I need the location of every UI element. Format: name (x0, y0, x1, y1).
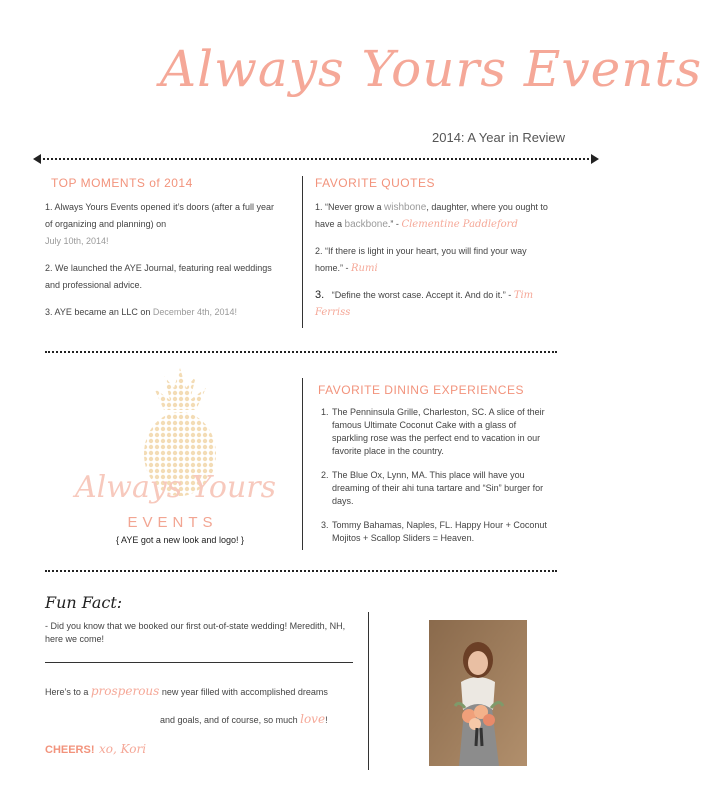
bride-photo-image (429, 620, 527, 766)
cheers-line (45, 740, 146, 758)
quote-1-part-b: , daughter, where you ought to have a (315, 202, 548, 229)
quote-3-number: 3. (315, 289, 325, 301)
fun-fact-title: Fun Fact: (45, 593, 123, 612)
column-divider-top (302, 176, 303, 328)
lower-divider (45, 570, 557, 572)
top-moments-heading: TOP MOMENTS of 2014 (51, 176, 193, 190)
quote-1-author: Clementine Paddleford (401, 219, 518, 230)
right-arrow-icon (591, 154, 599, 164)
left-arrow-icon (33, 154, 41, 164)
closing-line-2 (160, 712, 360, 726)
quote-2 (315, 243, 555, 277)
logo-events-text: EVENTS (127, 514, 218, 531)
quote-1-wishbone: wishbone (384, 202, 427, 213)
top-moment-3-date: December 4th, 2014! (152, 307, 237, 317)
signature: xo, Kori (98, 742, 147, 756)
logo-caption: { AYE got a new look and logo! } (116, 535, 244, 545)
page-subtitle: 2014: A Year in Review (432, 130, 565, 145)
cheers-text: CHEERS! (45, 744, 95, 756)
quote-2-text: 2. “If there is light in your heart, you will find your way home.” - (315, 246, 527, 273)
top-moment-1-text: 1. Always Yours Events opened it’s doors (after a full year of organizing and planning) on (45, 202, 274, 229)
closing-line-2-a: and goals, and of course, so much (160, 715, 298, 725)
fun-fact-text: - Did you know that we booked our first out-of-state wedding! Meredith, NH, here we come! (45, 621, 346, 644)
top-moment-2: 2. We launched the AYE Journal, featuring real weddings and professional advice. (45, 263, 272, 290)
dining-list (318, 406, 551, 556)
bride-photo (429, 620, 527, 766)
column-divider-bottom (368, 612, 369, 770)
dining-heading: FAVORITE DINING EXPERIENCES (318, 383, 524, 397)
dining-item-3: 3. Tommy Bahamas, Naples, FL. Happy Hour + Coconut Mojitos + Scallop Sliders = Heaven. (331, 519, 551, 545)
quote-3 (315, 287, 555, 321)
top-divider (43, 158, 589, 160)
quotes-list (315, 199, 555, 331)
closing-line-2-b: ! (325, 715, 328, 725)
quote-3-author: Tim Ferriss (315, 290, 534, 318)
quote-3-text: “Define the worst case. Accept it. And do it.” - (331, 290, 512, 300)
top-moment-3 (45, 304, 275, 321)
column-divider-middle (302, 378, 303, 550)
dining-item-1: 1. The Penninsula Grille, Charleston, SC. A slice of their famous Ultimate Coconut Cake with a glass of sparkling rose was the perfect end to vacation in our favorite place in the country. (331, 406, 551, 458)
top-moment-3-text: 3. AYE became an LLC on (45, 307, 151, 317)
logo-wordmark: Always Yours (75, 470, 277, 505)
page-title: Always Yours Events (160, 40, 702, 98)
closing-line-1-a: Here’s to a (45, 687, 89, 697)
quote-1 (315, 199, 555, 233)
middle-divider (45, 351, 557, 353)
top-moment-1 (45, 199, 275, 250)
top-moments-list (45, 199, 275, 331)
closing-line-1-b: new year filled with accomplished dreams (161, 687, 328, 697)
quotes-heading: FAVORITE QUOTES (315, 176, 435, 190)
closing-prosperous: prosperous (90, 684, 160, 698)
quote-1-backbone: backbone (344, 219, 388, 230)
quote-1-part-a: 1. “Never grow a (315, 202, 382, 212)
closing-line-1 (45, 684, 365, 698)
fun-fact-rule (45, 662, 353, 663)
top-moment-1-date: July 10th, 2014! (45, 236, 109, 246)
quote-2-author: Rumi (351, 263, 378, 274)
quote-1-part-c: .” - (387, 219, 399, 229)
closing-love: love (300, 712, 326, 726)
dining-item-2: 2. The Blue Ox, Lynn, MA. This place will have you dreaming of their ahi tuna tartare and “Sin” burger for days. (331, 469, 551, 508)
